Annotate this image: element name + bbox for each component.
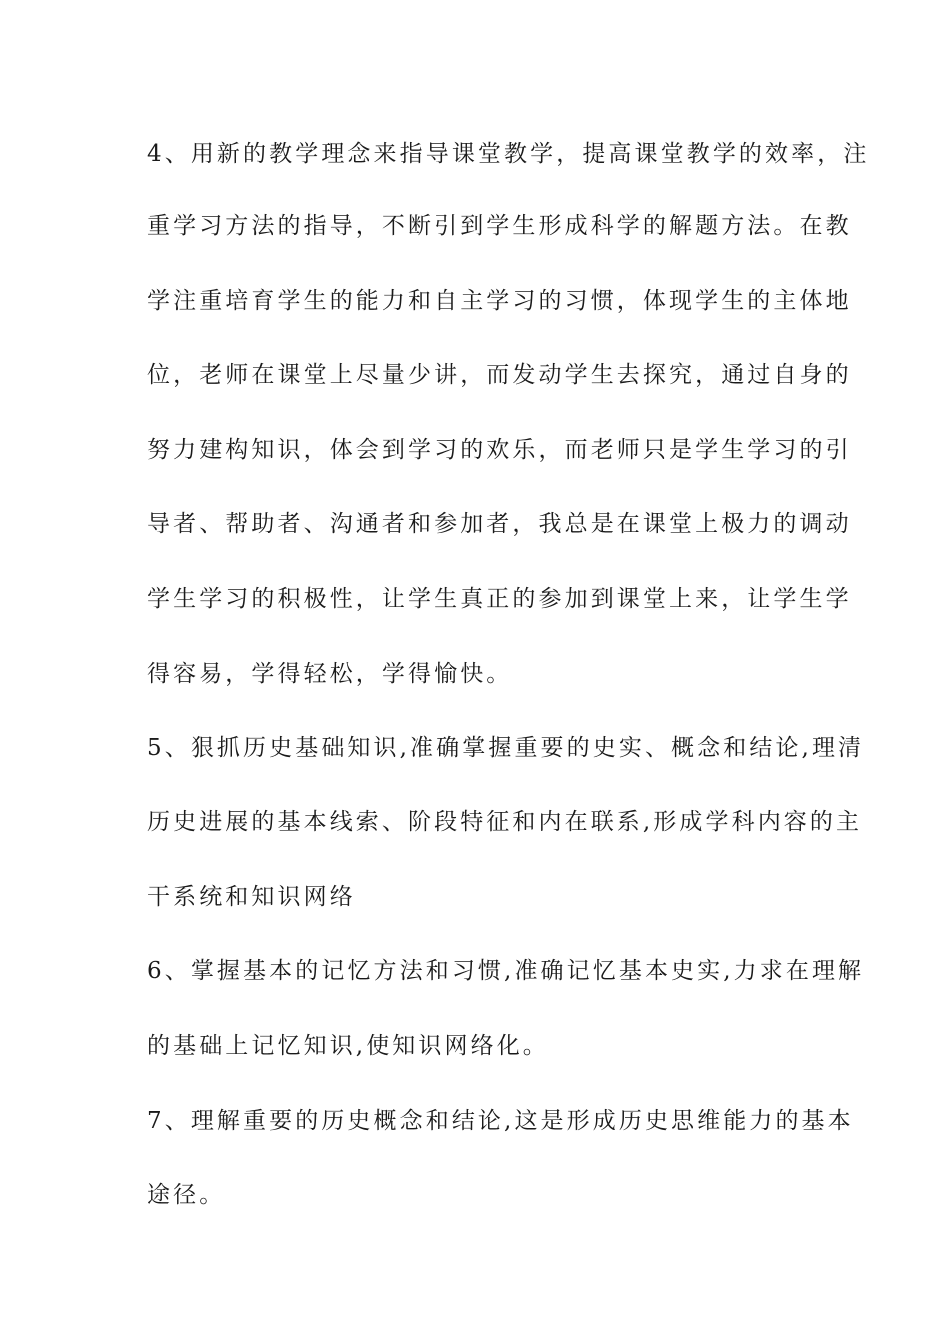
paragraph-5-line-3: 干系统和知识网络	[147, 884, 356, 910]
paragraph-4-line-3: 学注重培育学生的能力和自主学习的习惯，体现学生的主体地	[147, 288, 852, 314]
paragraph-4-line-6: 导者、帮助者、沟通者和参加者，我总是在课堂上极力的调动	[147, 511, 852, 537]
paragraph-6-line-1: 6、掌握基本的记忆方法和习惯,准确记忆基本史实,力求在理解	[147, 958, 865, 984]
paragraph-4-line-7: 学生学习的积极性，让学生真正的参加到课堂上来，让学生学	[147, 586, 852, 612]
paragraph-5-line-2: 历史进展的基本线索、阶段特征和内在联系,形成学科内容的主	[147, 809, 863, 835]
paragraph-4-line-1: 4、用新的教学理念来指导课堂教学，提高课堂教学的效率，注	[147, 141, 870, 167]
paragraph-4-line-4: 位，老师在课堂上尽量少讲，而发动学生去探究，通过自身的	[147, 362, 852, 388]
paragraph-6-line-2: 的基础上记忆知识,使知识网络化。	[147, 1033, 549, 1059]
paragraph-7-line-1: 7、理解重要的历史概念和结论,这是形成历史思维能力的基本	[147, 1108, 854, 1134]
paragraph-5-line-1: 5、狠抓历史基础知识,准确掌握重要的史实、概念和结论,理清	[147, 735, 865, 761]
paragraph-4-line-5: 努力建构知识，体会到学习的欢乐，而老师只是学生学习的引	[147, 437, 852, 463]
paragraph-4-line-2: 重学习方法的指导，不断引到学生形成科学的解题方法。在教	[147, 213, 852, 239]
paragraph-4-line-8: 得容易，学得轻松，学得愉快。	[147, 661, 513, 687]
paragraph-7-line-2: 途径。	[147, 1182, 226, 1208]
